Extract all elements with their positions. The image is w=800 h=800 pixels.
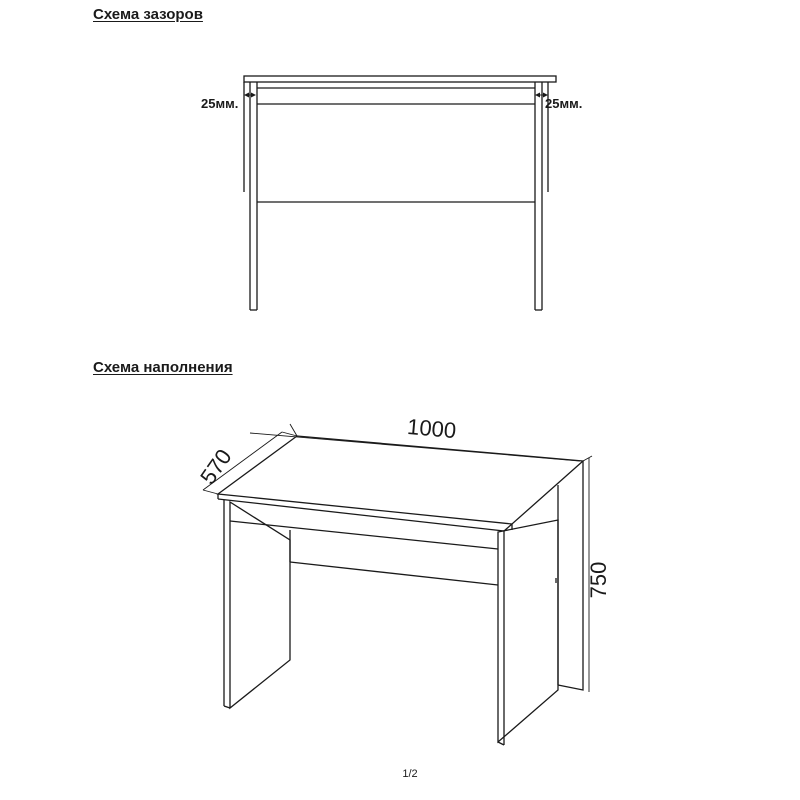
gaps-scheme-title: Схема зазоров	[93, 6, 203, 23]
right-gap-arrow-icon	[535, 93, 540, 98]
front-view-desk	[244, 76, 556, 310]
width-dimension-label: 1000	[406, 413, 458, 444]
left-gap-dimension	[201, 93, 256, 112]
page-number: 1/2	[402, 768, 418, 780]
iso-right-side-panel	[558, 461, 583, 690]
iso-tabletop	[218, 436, 583, 524]
left-gap-arrow-icon	[244, 93, 249, 98]
iso-tabletop-front-edge	[218, 499, 504, 531]
front-view-tabletop	[244, 76, 556, 82]
iso-modesty-panel	[290, 562, 498, 585]
iso-dimension-lines	[203, 424, 592, 692]
iso-right-leg	[498, 520, 558, 742]
iso-left-leg	[230, 502, 290, 708]
depth-dimension-label: 570	[195, 444, 237, 489]
isometric-desk	[218, 436, 583, 745]
height-dimension-label: 750	[586, 561, 611, 599]
left-gap-label: 25мм.	[201, 96, 239, 111]
filling-scheme-title: Схема наполнения	[93, 359, 233, 376]
right-gap-label: 25мм.	[545, 96, 583, 111]
